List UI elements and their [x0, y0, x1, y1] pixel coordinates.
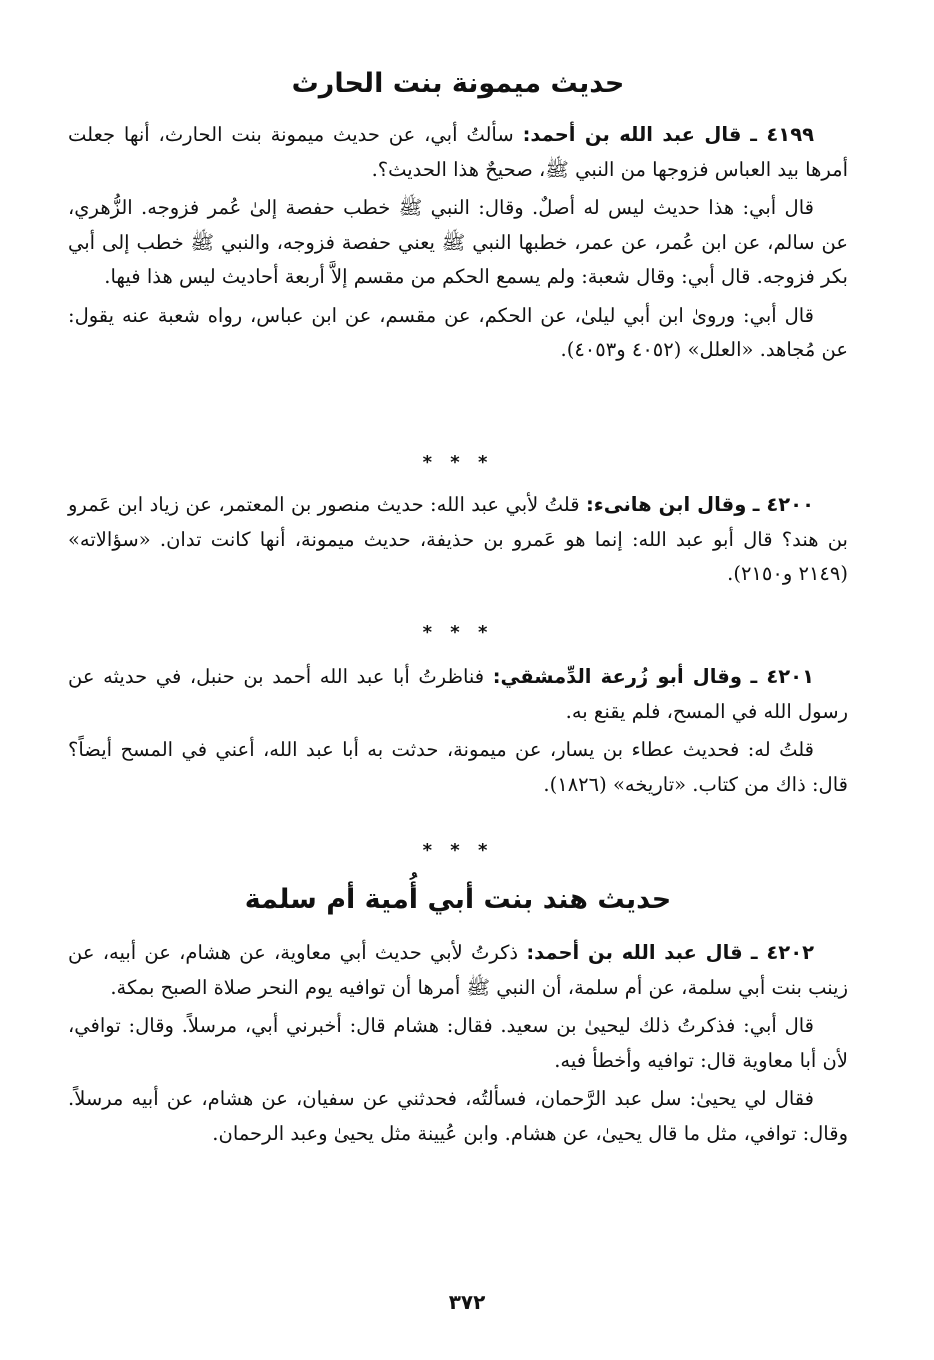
paragraph	[68, 936, 848, 1005]
entry-4199	[68, 118, 848, 368]
entry-number: ٤٢٠١ ـ	[750, 665, 814, 688]
paragraph: قلتُ له: فحديث عطاء بن يسار، عن ميمونة، حدثت به أبا عبد الله، أعني في المسح أيضاً؟ قال: ذاك من كتاب. «تاريخه» (١٨٢٦).	[68, 738, 848, 796]
paragraph	[68, 660, 848, 729]
separator-stars: * * *	[422, 840, 494, 861]
entry-4201	[68, 660, 848, 802]
section-heading: حديث هند بنت أبي أُمية أم سلمة	[244, 884, 672, 915]
paragraph: قال أبي: وروىٰ ابن أبي ليلىٰ، عن الحكم، عن مقسم، عن ابن عباس، رواه شعبة عنه يقول: عن مُجاهد. «العلل» (٤٠٥٢ و٤٠٥٣).	[68, 303, 848, 361]
paragraph	[68, 488, 848, 592]
separator-stars: * * *	[422, 622, 494, 643]
page-number: ٣٧٢	[448, 1290, 486, 1314]
paragraph: قال أبي: فذكرتُ ذلك ليحيىٰ بن سعيد. فقال: هشام قال: أخبرني أبي، مرسلاً. وقال: توافي، لأن أبا معاوية قال: توافيه وأخطأ فيه.	[68, 1014, 848, 1072]
entry-text: فناظرتُ أبا عبد الله أحمد بن حنبل، في حديثه عن رسول الله في المسح، فلم يقنع به.	[68, 665, 848, 723]
paragraph: فقال لي يحيىٰ: سل عبد الرَّحمان، فسألتُه، فحدثني عن سفيان، عن هشام، عن أبيه مرسلاً. وقال: توافي، مثل ما قال يحيىٰ، عن هشام. وابن عُيينة مثل يحيىٰ وعبد الرحمان.	[68, 1087, 848, 1145]
entry-lead: قال عبد الله بن أحمد:	[526, 941, 743, 964]
paragraph	[68, 118, 848, 187]
entry-lead: وقال ابن هانىء:	[585, 493, 747, 516]
entry-lead: قال عبد الله بن أحمد:	[522, 123, 742, 146]
entry-text: ذكرتُ لأبي حديث أبي معاوية، عن هشام، عن أبيه، عن زينب بنت أبي سلمة، عن أم سلمة، أن النبي ﷺ أمرها أن توافيه يوم النحر صلاة الصبح بمكة.	[68, 941, 848, 999]
section-heading: حديث ميمونة بنت الحارث	[291, 68, 625, 99]
entry-number: ٤٢٠٢ ـ	[750, 941, 814, 964]
entry-4202	[68, 936, 848, 1151]
entry-number: ٤١٩٩ ـ	[750, 123, 815, 146]
entry-text: سألتُ أبي، عن حديث ميمونة بنت الحارث، أنها جعلت أمرها بيد العباس فزوجها من النبي ﷺ، صحيحٌ هذا الحديث؟.	[68, 123, 848, 181]
entry-lead: وقال أبو زُرعة الدِّمشقي:	[492, 665, 742, 688]
paragraph: قال أبي: هذا حديث ليس له أصلٌ. وقال: النبي ﷺ خطب حفصة إلىٰ عُمر فزوجه. الزُّهري، عن سالم، عن ابن عُمر، عن عمر، خطبها النبي ﷺ يعني حفصة فزوجه، والنبي ﷺ خطب إلى أبي بكر فزوجه. قال أبي: وقال شعبة: ولم يسمع الحكم من مقسم إلاَّ أربعة أحاديث ليس هذا فيها.	[68, 196, 848, 288]
entry-number: ٤٢٠٠ ـ	[752, 493, 814, 516]
entry-text: قلتُ لأبي عبد الله: حديث منصور بن المعتمر، عن زياد ابن عَمرو بن هند؟ قال أبو عبد الله: إنما هو عَمرو بن حذيفة، حديث ميمونة، أنها كانت تدان. «سؤالاته» (٢١٤٩ و٢١٥٠).	[68, 493, 848, 585]
separator-stars: * * *	[422, 452, 494, 473]
entry-4200	[68, 488, 848, 592]
